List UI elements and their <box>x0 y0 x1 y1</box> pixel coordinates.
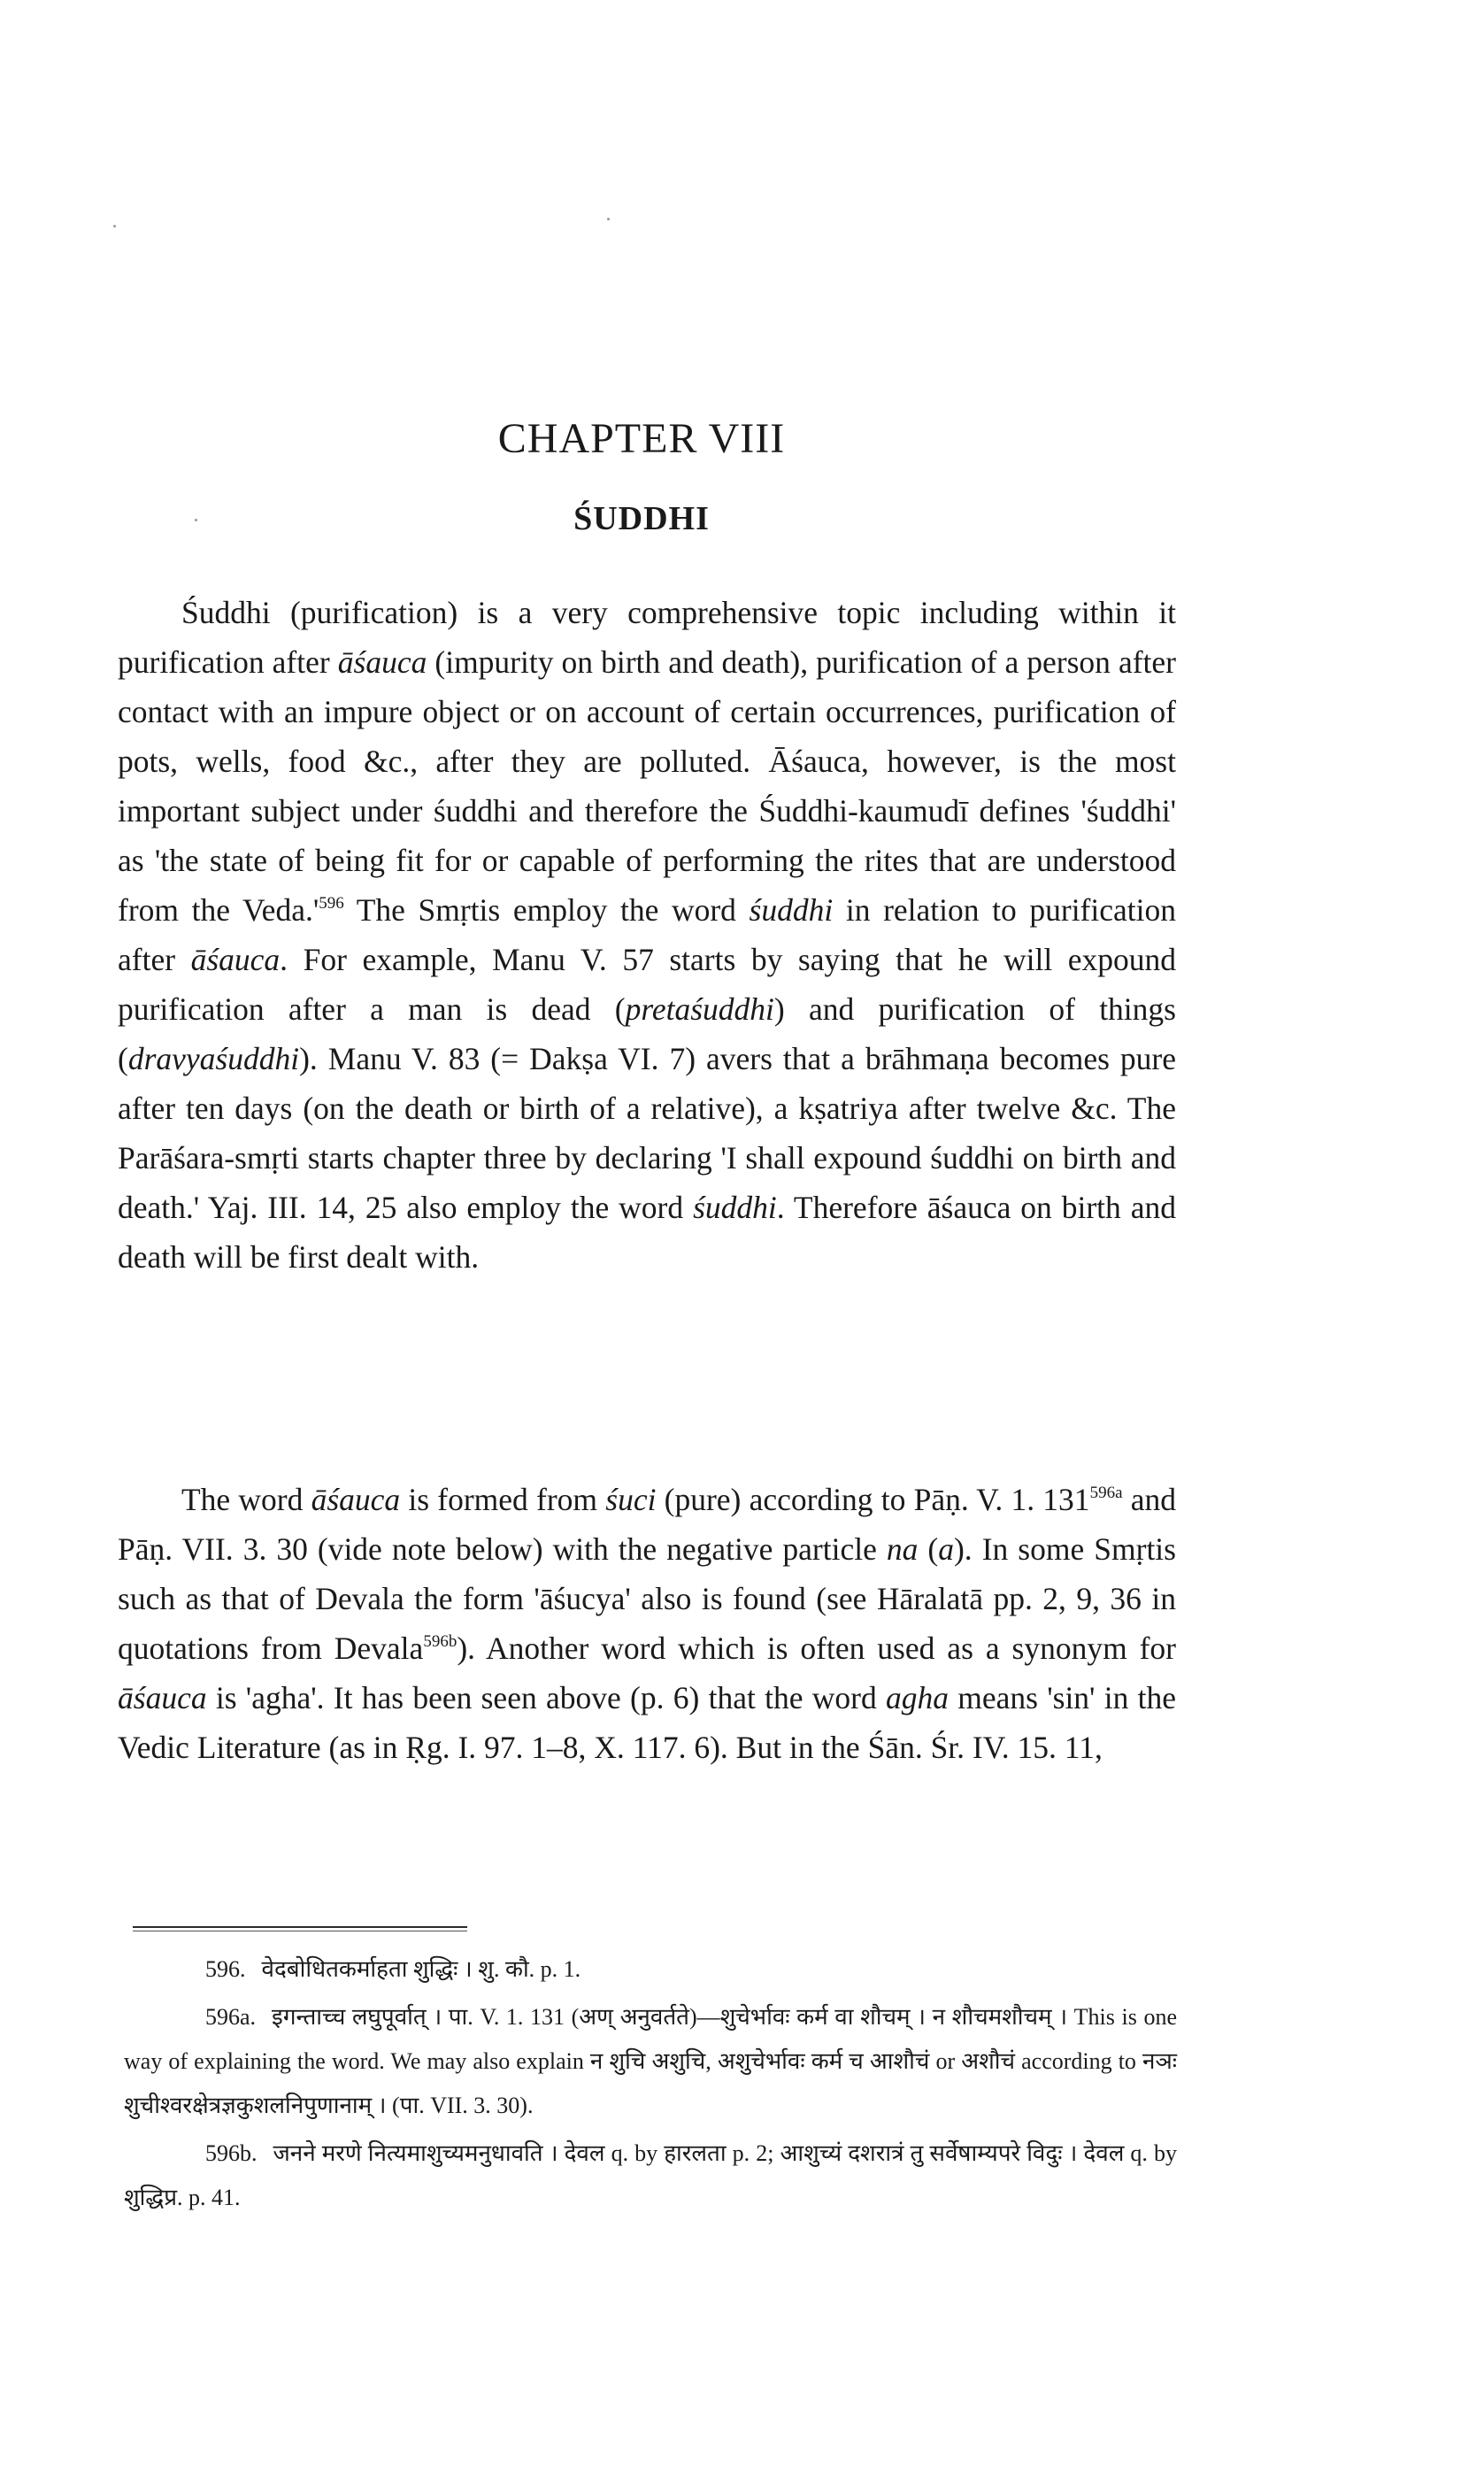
scan-speck <box>113 225 116 227</box>
footnote-number: 596. <box>205 1956 246 1982</box>
paragraph-1 <box>118 588 1176 1282</box>
italic-term: āśauca <box>190 942 281 977</box>
footnote-ref: 596a <box>1089 1484 1123 1502</box>
scan-speck <box>607 218 610 220</box>
footnote-number: 596b. <box>205 2140 258 2166</box>
footnote-text: इगन्ताच्च लघुपूर्वात् । पा. V. 1. 131 (अण् अनुवर्तते)—शुचेर्भावः कर्म वा शौचम् । न शौचमशौचम् । This is one way of explaining the word. We may also explain न शुचि अशुचि, अशुचेर्भावः कर्म च आशौचं or अशौचं according to नञः शुचीश्वरक्षेत्रज्ञकुशलनिपुणानाम् । (पा. VII. 3. 30). <box>124 2004 1177 2118</box>
text-run: and Pāṇ. VII. 3. 30 (vide note below) with the negative particle <box>118 1482 1176 1567</box>
footnote-number: 596a. <box>205 2004 257 2030</box>
text-run: . Therefore āśauca on birth and death will be first dealt with. <box>118 1190 1176 1275</box>
footnote-596a <box>124 1995 1177 2128</box>
text-run: (pure) according to Pāṇ. V. 1. 131 <box>656 1482 1090 1517</box>
footnote-ref: 596 <box>319 894 344 913</box>
text-run: is formed from <box>400 1482 606 1517</box>
text-run: The word <box>181 1482 311 1517</box>
footnote-ref: 596b <box>423 1632 458 1651</box>
text-run: is 'agha'. It has been seen above (p. 6) that the word <box>206 1680 886 1715</box>
italic-term: āśauca <box>311 1482 401 1517</box>
text-run: (impurity on birth and death), purification of a person after contact with an impure object or on account of certain occurrences, purification of pots, wells, food &c., after they are polluted. Āśauca, however, is the most important subject under śuddhi and therefore the Śuddhi-kaumudī defines 'śuddhi' as 'the state of being fit for or capable of performing the rites that are understood from the Veda.' <box>118 644 1176 928</box>
text-run: ( <box>918 1531 939 1567</box>
paragraph-2 <box>118 1475 1176 1772</box>
text-run: ). Manu V. 83 (= Dakṣa VI. 7) avers that a brāhmaṇa becomes pure after ten days (on the death or birth of a relative), a kṣatriya after twelve &c. The Parāśara-smṛti starts chapter three by declaring 'I shall expound śuddhi on birth and death.' Yaj. III. 14, 25 also employ the word <box>118 1041 1176 1225</box>
text-run: The Smṛtis employ the word <box>343 892 750 928</box>
chapter-title: CHAPTER VIII <box>497 415 786 462</box>
text-run: ). Another word which is often used as a synonym for <box>457 1631 1177 1666</box>
italic-term: dravyaśuddhi <box>127 1041 300 1076</box>
footnote-596 <box>124 1947 1177 1992</box>
footnotes <box>124 1947 1177 2224</box>
text-run: ) and purification of things ( <box>118 991 1176 1076</box>
italic-term: āśauca <box>337 644 427 680</box>
italic-term: āśauca <box>118 1680 207 1715</box>
italic-term: śuci <box>605 1482 657 1517</box>
text-run: in relation to purification after <box>118 892 1176 977</box>
footnote-divider <box>133 1926 467 1928</box>
text-run: Śuddhi (purification) is a very comprehensive topic including within it purification after <box>118 595 1176 680</box>
footnote-text: वेदबोधितकर्माहता शुद्धिः । शु. कौ. p. 1. <box>261 1956 581 1982</box>
italic-term: na <box>886 1531 919 1567</box>
italic-term: agha <box>885 1680 949 1715</box>
italic-term: śuddhi <box>749 892 834 928</box>
text-run: means 'sin' in the Vedic Literature (as in Ṛg. I. 97. 1–8, X. 117. 6). But in the Śān. Śr. IV. 15. 11, <box>118 1680 1176 1765</box>
section-title: ŚUDDHI <box>573 500 710 537</box>
text-run: ). In some Smṛtis such as that of Devala the form 'āśucya' also is found (see Hāralatā pp. 2, 9, 36 in quotations from Devala <box>118 1531 1176 1666</box>
footnote-text: जनने मरणे नित्यमाशुच्यमनुधावति । देवल q. by हारलता p. 2; आशुच्यं दशरात्रं तु सर्वेषाम्यपरे विदुः । देवल q. by शुद्धिप्र. p. 41. <box>124 2140 1177 2210</box>
text-run: . For example, Manu V. 57 starts by saying that he will expound purification after a man is dead ( <box>118 942 1176 1027</box>
italic-term: pretaśuddhi <box>625 991 774 1027</box>
italic-term: a <box>938 1531 954 1567</box>
italic-term: śuddhi <box>693 1190 777 1225</box>
footnote-596b <box>124 2132 1177 2220</box>
